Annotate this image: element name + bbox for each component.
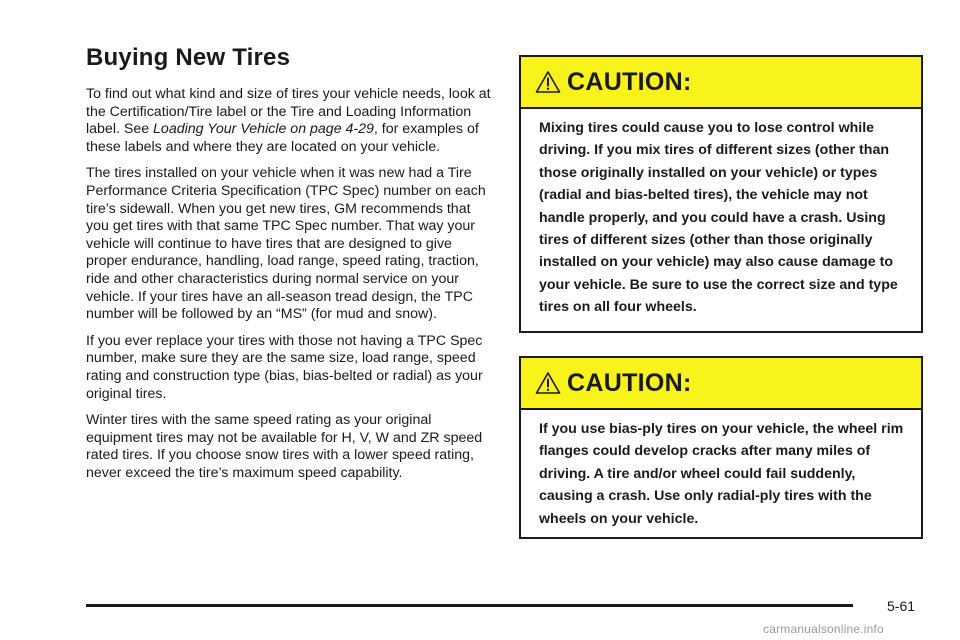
caution-box-mixing-tires	[519, 55, 923, 333]
caution-box-bias-ply	[519, 356, 923, 539]
paragraph-1-tail: , for examples of these labels and where they are located on your vehicle.	[86, 121, 479, 155]
section-title: Buying New Tires	[86, 44, 291, 71]
paragraph-3: If you ever replace your tires with those not having a TPC Spec number, make sure they are the same size, load range, speed rating and construction type (bias, bias-belted or radial) as your original tires.	[86, 332, 483, 402]
page-number: 5-61	[887, 598, 916, 614]
footer-rule	[86, 604, 853, 607]
caution-title: CAUTION:	[567, 368, 692, 397]
warning-triangle-icon	[535, 70, 561, 94]
paragraph-1-lead: To find out what kind and size of tires your vehicle needs, look at the Certification/Tire label or the Tire and Loading Information label. See	[86, 86, 491, 138]
cross-reference-link[interactable]: Loading Your Vehicle on page 4-29	[153, 121, 374, 138]
paragraph-2: The tires installed on your vehicle when it was new had a Tire Performance Criteria Specification (TPC Spec) number on each tire’s sidewall. When you get new tires, GM recommends that you get tires with that same TPC Spec number. That way your vehicle will continue to have tires that are designed to give proper endurance, handling, load range, speed rating, traction, ride and other characteristics during normal service on your vehicle. If your tires have an all-season tread design, the TPC number will be followed by an “MS” (for mud and snow).	[86, 165, 486, 323]
caution-title: CAUTION:	[567, 67, 692, 96]
caution-text: If you use bias-ply tires on your vehicle, the wheel rim flanges could develop cracks after many miles of driving. A tire and/or wheel could fail suddenly, causing a crash. Use only radial-ply tires with the wheels on your vehicle.	[539, 421, 904, 527]
caution-header	[521, 358, 921, 410]
paragraph-1	[86, 86, 494, 156]
main-column	[86, 44, 494, 491]
caution-text: Mixing tires could cause you to lose control while driving. If you mix tires of different sizes (other than those originally installed on your vehicle) or types (radial and bias-belted tires), the vehicle may not handle properly, and you could have a crash. Using tires of different sizes (other than those originally installed on your vehicle) may also cause damage to your vehicle. Be sure to use the correct size and type tires on all four wheels.	[539, 120, 898, 316]
warning-triangle-icon	[535, 371, 561, 395]
paragraph-4: Winter tires with the same speed rating as your original equipment tires may not be available for H, V, W and ZR speed rated tires. If you choose snow tires with a lower speed rating, never exceed the tire’s maximum speed capability.	[86, 412, 483, 481]
watermark: carmanualsonline.info	[763, 622, 884, 636]
caution-header	[521, 57, 921, 109]
